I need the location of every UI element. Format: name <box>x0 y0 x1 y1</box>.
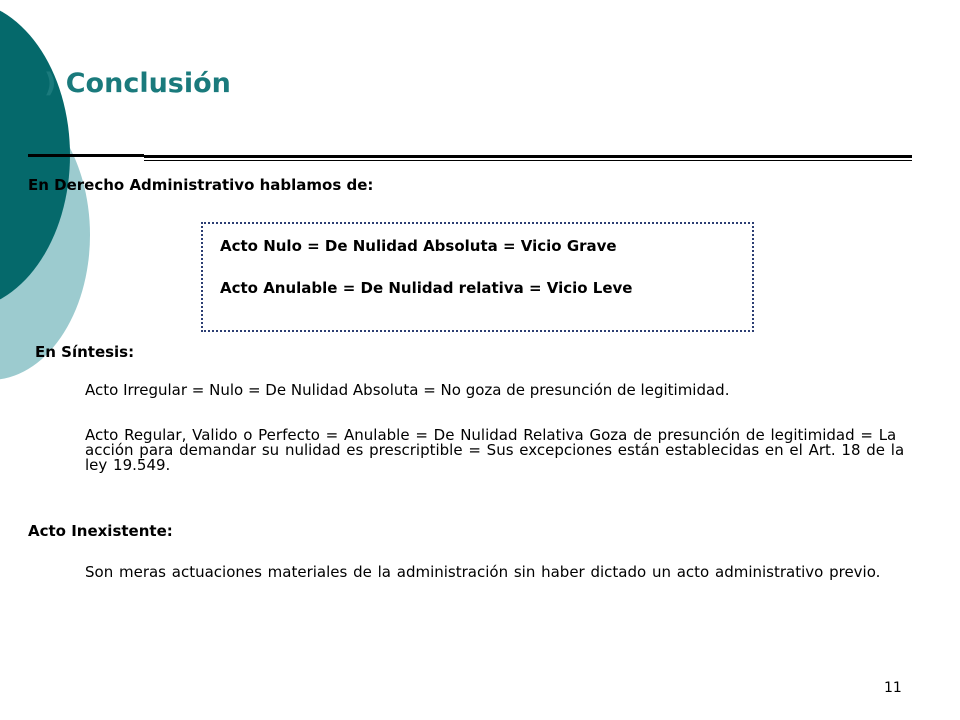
sintesis-heading: En Síntesis: <box>35 343 135 361</box>
slide-title: ) Conclusión <box>44 68 231 99</box>
inexistente-body: Son meras actuaciones materiales de la administración sin haber dictado un acto administrativo previo. <box>85 563 881 581</box>
title-underline-right-thick <box>144 155 912 158</box>
sintesis-item-regular: Acto Regular, Valido o Perfecto = Anulable = De Nulidad Relativa Goza de presunción de legitimidad = La acción para demandar su nulidad es prescriptible = Sus excepciones están establecidas en el Art. 18 de la ley 19.549. <box>85 426 905 474</box>
intro-text: En Derecho Administrativo hablamos de: <box>28 176 374 194</box>
title-underline-left <box>28 154 144 157</box>
definition-line-anulable: Acto Anulable = De Nulidad relativa = Vicio Leve <box>220 279 633 297</box>
page-number: 11 <box>884 680 902 696</box>
title-underline-right-thin <box>144 160 912 161</box>
sintesis-item-irregular: Acto Irregular = Nulo = De Nulidad Absoluta = No goza de presunción de legitimidad. <box>85 381 730 399</box>
inexistente-heading: Acto Inexistente: <box>28 522 173 540</box>
definition-line-nulo: Acto Nulo = De Nulidad Absoluta = Vicio Grave <box>220 237 617 255</box>
